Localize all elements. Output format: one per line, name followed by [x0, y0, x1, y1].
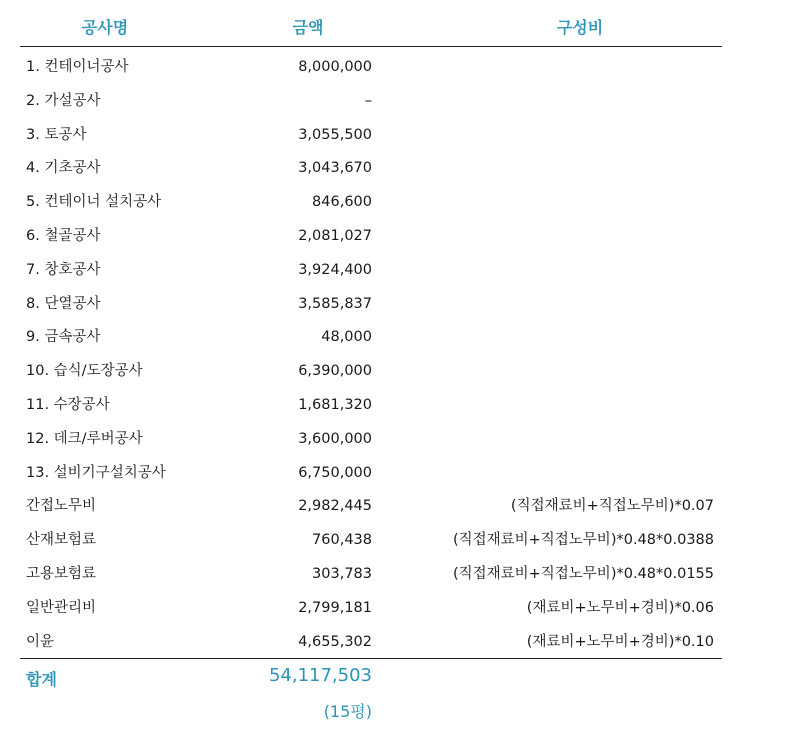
item-amount: 8,000,000: [298, 59, 372, 75]
table-row: [20, 523, 722, 557]
item-amount: –: [364, 92, 372, 109]
item-name: 이윤: [26, 633, 55, 650]
cost-table: [20, 0, 722, 729]
table-row: [20, 287, 722, 321]
header-ratio: 구성비: [556, 18, 604, 37]
header-name: 공사명: [81, 18, 129, 37]
table-row: [20, 151, 722, 185]
total-label: 합계: [26, 670, 57, 690]
item-name: 6. 철골공사: [26, 227, 101, 244]
item-amount: 2,799,181: [298, 599, 372, 616]
item-amount: 48,000: [321, 329, 372, 346]
item-amount: 3,585,837: [298, 295, 372, 312]
table-row: [20, 354, 722, 388]
item-name: 5. 컨테이너 설치공사: [26, 194, 162, 211]
item-amount: 303,783: [312, 565, 372, 582]
item-ratio: (재료비+노무비+경비)*0.10: [526, 633, 714, 650]
item-amount: 760,438: [312, 532, 372, 549]
header-amount: 금액: [292, 18, 324, 37]
item-name: 고용보험료: [26, 565, 97, 582]
item-amount: 3,055,500: [298, 126, 372, 143]
item-amount: 846,600: [312, 194, 372, 211]
item-name: 10. 습식/도장공사: [26, 363, 143, 380]
total-amount: 54,117,503: [268, 665, 372, 687]
item-name: 2. 가설공사: [26, 92, 101, 109]
table-body: [20, 50, 722, 658]
item-name: 4. 기초공사: [26, 160, 101, 177]
table-row: [20, 489, 722, 523]
total-row: [20, 658, 722, 729]
item-ratio: (재료비+노무비+경비)*0.06: [526, 599, 714, 616]
total-area-note: (15평): [323, 702, 372, 722]
item-amount: 1,681,320: [298, 396, 372, 413]
item-amount: 6,390,000: [298, 363, 372, 380]
item-amount: 6,750,000: [298, 464, 372, 481]
item-amount: 2,982,445: [298, 498, 372, 515]
item-name: 13. 설비기구설치공사: [26, 464, 166, 481]
item-name: 산재보험료: [26, 532, 97, 549]
table-row: [20, 388, 722, 422]
table-row: [20, 422, 722, 456]
item-name: 일반관리비: [26, 599, 97, 616]
table-row: [20, 625, 722, 659]
item-name: 3. 토공사: [26, 126, 87, 143]
item-name: 간접노무비: [26, 498, 97, 515]
table-row: [20, 118, 722, 152]
item-name: 7. 창호공사: [26, 261, 101, 278]
item-amount: 2,081,027: [298, 227, 372, 244]
item-amount: 4,655,302: [298, 633, 372, 650]
table-row: [20, 185, 722, 219]
item-name: 11. 수장공사: [26, 396, 110, 413]
item-amount: 3,924,400: [298, 261, 372, 278]
item-name: 1. 컨테이너공사: [26, 59, 129, 75]
item-ratio: (직접재료비+직접노무비)*0.48*0.0155: [452, 565, 714, 582]
table-row: [20, 456, 722, 490]
table-row: [20, 320, 722, 354]
table-row: [20, 219, 722, 253]
table-header: [20, 0, 722, 47]
item-ratio: (직접재료비+직접노무비)*0.48*0.0388: [452, 532, 714, 549]
table-row: [20, 50, 722, 84]
item-name: 9. 금속공사: [26, 329, 101, 346]
item-name: 12. 데크/루버공사: [26, 430, 143, 447]
item-name: 8. 단열공사: [26, 295, 101, 312]
item-ratio: (직접재료비+직접노무비)*0.07: [510, 498, 714, 515]
item-amount: 3,043,670: [298, 160, 372, 177]
table-row: [20, 253, 722, 287]
item-amount: 3,600,000: [298, 430, 372, 447]
table-row: [20, 557, 722, 591]
table-row: [20, 591, 722, 625]
table-row: [20, 84, 722, 118]
